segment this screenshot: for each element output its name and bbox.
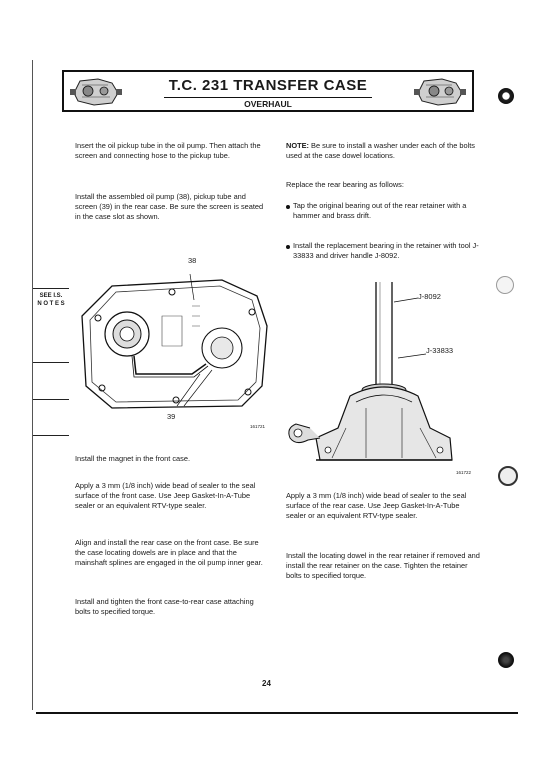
paragraph-replace-bearing: Replace the rear bearing as follows: [286,180,404,189]
callout-38: 38 [188,256,197,265]
bullet-tap-bearing: Tap the original bearing out of the rear retainer with a hammer and brass drift. [293,201,467,221]
paragraph-align-rear-case: Align and install the rear case on the front case. Be sure the case locating dowels are in place and that the mainshaft splines are engaged in the oil pump inner gear. [75,538,263,568]
label-j8092: J-8092 [418,292,441,301]
paragraph-locating-dowel: Install the locating dowel in the rear retainer if removed and install the rear retainer on the case. Tighten the retainer bolts to specified torque. [286,551,480,581]
table-divider [33,399,69,400]
punch-hole-top [498,88,514,104]
paragraph-install-magnet: Install the magnet in the front case. [75,454,191,463]
note-label: NOTE: [286,141,309,150]
paragraph-sealer-front: Apply a 3 mm (1/8 inch) wide bead of sealer to the seal surface of the front case. Use Jeep Gasket-In-A-Tube sealer or an equivalent RTV-type sealer. [75,481,256,511]
footer-rule [36,712,518,714]
paragraph-oil-pump: Install the assembled oil pump (38), pickup tube and screen (39) in the rear case. Be sure the screen is seated in the case slot as shown. [75,192,264,222]
punch-hole-bottom [498,652,514,668]
bullet-icon [286,245,290,249]
table-divider [33,362,69,363]
see-notes-label: SEE I.S. N O T E S [37,293,65,307]
figure-bearing-tool [280,278,480,478]
figure-rear-case [72,256,272,432]
callout-39: 39 [167,412,176,421]
rear-case-drawing [72,256,272,432]
page-subtitle: OVERHAUL [164,97,372,109]
paragraph-sealer-rear: Apply a 3 mm (1/8 inch) wide bead of sealer to the seal surface of the rear case. Use Jeep Gasket-In-A-Tube sealer or an equivalent RTV-type sealer. [286,491,467,521]
note-text: Be sure to install a washer under each of the bolts used at the case dowel locations. [286,141,475,161]
figure-id: 161721 [250,424,266,429]
page-title: T.C. 231 TRANSFER CASE [168,77,368,94]
bullet-icon [286,205,290,209]
punch-hole-upper-mid [496,276,514,294]
note-paragraph [286,141,480,161]
bearing-tool-drawing [280,278,480,478]
bullet-install-bearing: Install the replacement bearing in the retainer with tool J-33833 and driver handle J-8092. [293,241,479,261]
punch-hole-lower-mid [498,466,518,486]
label-j33833: J-33833 [426,346,454,355]
paragraph-oil-pickup: Insert the oil pickup tube in the oil pump. Then attach the screen and connecting hose to the pickup tube. [75,141,261,161]
paragraph-tighten-bolts: Install and tighten the front case-to-rear case attaching bolts to specified torque. [75,597,254,617]
transfer-case-icon-left [68,73,124,109]
see-notes-table [33,288,69,436]
transfer-case-icon-right [412,73,468,109]
page-number: 24 [262,679,271,688]
figure-id: 161722 [456,470,472,475]
